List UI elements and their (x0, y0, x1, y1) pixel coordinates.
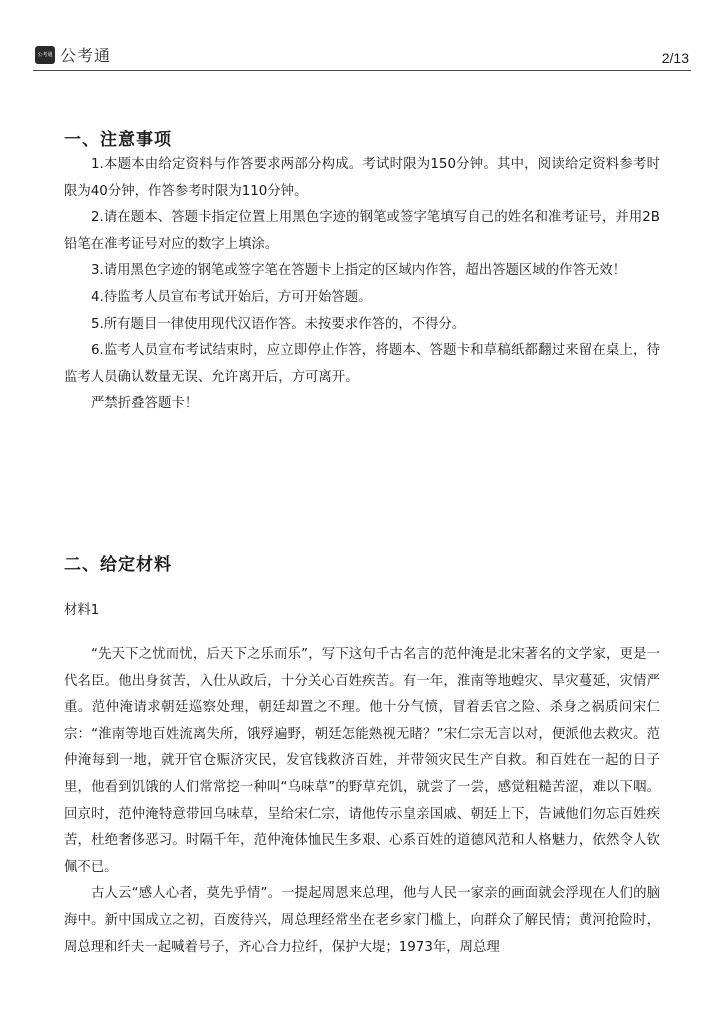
page-header (33, 38, 691, 71)
notice-item: 5.所有题目一律使用现代汉语作答。未按要求作答的，不得分。 (91, 316, 466, 332)
notice-section (64, 128, 660, 418)
notice-item: 2.请在题本、答题卡指定位置上用黑色字迹的钢笔或签字笔填写自己的姓名和准考证号，并用2B铅笔在准考证号对应的数字上填涂。 (64, 210, 660, 252)
material-paragraph: 古人云“感人心者，莫先乎情”。一提起周恩来总理，他与人民一家亲的画面就会浮现在人们的脑海中。新中国成立之初，百废待兴，周总理经常坐在老乡家门槛上，向群众了解民情；黄河抢险时，周总理和纤夫一起喊着号子，齐心合力拉纤，保护大堤；1973年，周总理 (64, 886, 660, 955)
section-title-notice: 一、注意事项 (64, 130, 172, 150)
section-title-material: 二、给定材料 (64, 555, 172, 575)
notice-item: 1.本题本由给定资料与作答要求两部分构成。考试时限为150分钟。其中，阅读给定资料参考时限为40分钟，作答参考时限为110分钟。 (64, 157, 660, 199)
notice-item: 4.待监考人员宣布考试开始后，方可开始答题。 (91, 289, 372, 305)
brand-name: 公考通 (60, 46, 112, 65)
page-number: 2/13 (661, 50, 689, 66)
notice-warning: 严禁折叠答题卡！ (91, 396, 199, 412)
logo-mark-icon: 公考通 (35, 46, 55, 64)
notice-item: 3.请用黑色字迹的钢笔或签字笔在答题卡上指定的区域内作答，超出答题区域的作答无效！ (91, 263, 627, 279)
material-paragraph: “先天下之忧而忧，后天下之乐而乐”，写下这句千古名言的范仲淹是北宋著名的文学家，更是一代名臣。他出身贫苦，入仕从政后，十分关心百姓疾苦。有一年，淮南等地蝗灾、旱灾蔓延，灾情严重。范仲淹请求朝廷巡察处理，朝廷却置之不理。他十分气愤，冒着丢官之险、杀身之祸质问宋仁宗：“淮南等地百姓流离失所，饿殍遍野，朝廷怎能熟视无睹？”宋仁宗无言以对，便派他去救灾。范仲淹每到一地，就开官仓赈济灾民，发官钱救济百姓，并带领灾民生产自救。和百姓在一起的日子里，他看到饥饿的人们常常挖一种叫“乌味草”的野草充饥，就尝了一尝，感觉粗糙苦涩，难以下咽。回京时，范仲淹特意带回乌味草，呈给宋仁宗，请他传示皇亲国戚、朝廷上下，告诫他们勿忘百姓疾苦，杜绝奢侈恶习。时隔千年，范仲淹体恤民生多艰、心系百姓的道德风范和人格魅力，依然令人钦佩不已。 (64, 647, 660, 875)
material-label: 材料1 (64, 603, 100, 618)
brand-logo (35, 43, 111, 66)
material-section (64, 553, 660, 961)
notice-item: 6.监考人员宣布考试结束时，应立即停止作答，将题本、答题卡和草稿纸都翻过来留在桌上，待监考人员确认数量无误、允许离开后，方可离开。 (64, 343, 660, 385)
